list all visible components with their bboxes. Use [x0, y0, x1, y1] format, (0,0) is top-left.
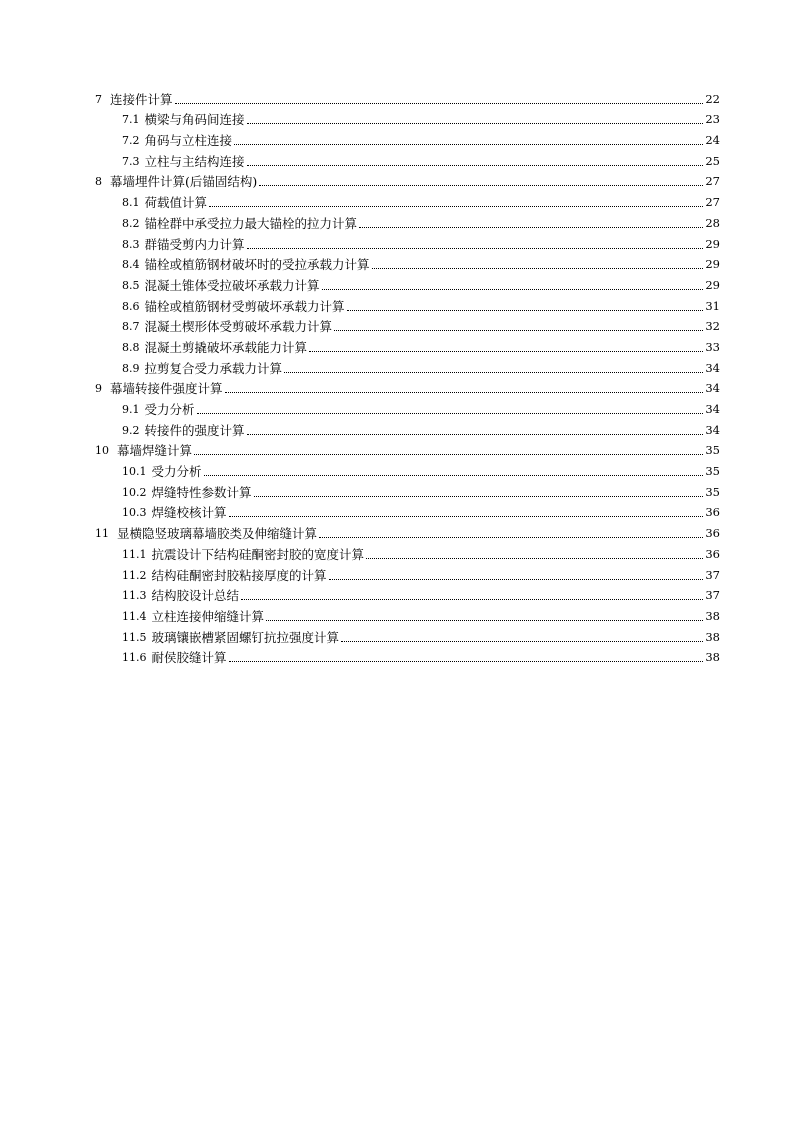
toc-entry-number: 10.1	[122, 465, 147, 479]
toc-entry-number: 8.4	[122, 258, 140, 272]
toc-entry-title: 混凝土锥体受拉破坏承载力计算	[144, 277, 320, 293]
toc-entry[interactable]	[95, 231, 720, 252]
toc-entry-title: 结构胶设计总结	[151, 588, 240, 604]
dot-leader	[197, 412, 704, 414]
toc-entry-title: 混凝土楔形体受剪破坏承载力计算	[144, 319, 333, 335]
toc-entry[interactable]	[95, 148, 720, 169]
toc-entry-page: 33	[705, 339, 720, 354]
dot-leader	[284, 371, 703, 373]
toc-entry-number: 10.2	[122, 485, 147, 499]
toc-entry-number: 8.7	[122, 320, 140, 334]
toc-entry[interactable]	[95, 479, 720, 500]
toc-entry[interactable]	[95, 107, 720, 128]
toc-entry[interactable]	[95, 127, 720, 148]
toc-entry-page: 23	[705, 112, 720, 127]
toc-entry[interactable]	[95, 562, 720, 583]
dot-leader	[241, 598, 703, 600]
dot-leader	[347, 309, 704, 311]
toc-entry-title: 拉剪复合受力承载力计算	[144, 360, 283, 376]
toc-entry[interactable]	[95, 520, 720, 541]
dot-leader	[229, 660, 704, 662]
toc-entry-title: 横梁与角码间连接	[144, 112, 245, 128]
toc-entry-page: 38	[705, 629, 720, 644]
toc-entry-number: 7.3	[122, 154, 140, 168]
toc-entry-number: 8.9	[122, 361, 140, 375]
toc-entry-number: 8.6	[122, 299, 140, 313]
toc-entry[interactable]	[95, 541, 720, 562]
toc-entry-title: 转接件的强度计算	[144, 422, 245, 438]
toc-entry[interactable]	[95, 624, 720, 645]
toc-entry-number: 7.2	[122, 134, 140, 148]
toc-entry-number: 9.1	[122, 403, 140, 416]
toc-entry-page: 38	[705, 608, 720, 623]
toc-entry-page: 36	[705, 505, 720, 520]
toc-entry-number: 11	[95, 527, 109, 541]
toc-entry[interactable]	[95, 438, 720, 459]
toc-entry[interactable]	[95, 458, 720, 479]
dot-leader	[359, 226, 703, 228]
toc-entry-page: 22	[705, 91, 720, 106]
toc-entry-page: 34	[705, 402, 720, 416]
toc-entry[interactable]	[95, 355, 720, 376]
toc-entry-title: 幕墙转接件强度计算	[110, 381, 223, 397]
toc-entry-title: 荷载值计算	[144, 195, 208, 211]
toc-entry-page: 34	[705, 381, 720, 396]
toc-entry[interactable]	[95, 252, 720, 273]
toc-entry[interactable]	[95, 314, 720, 335]
dot-leader	[247, 122, 704, 124]
toc-entry-title: 锚栓群中承受拉力最大锚栓的拉力计算	[144, 215, 358, 231]
dot-leader	[194, 453, 703, 455]
dot-leader	[234, 143, 703, 145]
toc-entry-number: 7	[95, 92, 102, 106]
dot-leader	[341, 640, 703, 642]
dot-leader	[309, 350, 703, 352]
toc-entry-number: 10.3	[122, 506, 147, 520]
toc-entry-page: 25	[705, 153, 720, 168]
toc-entry-page: 28	[705, 215, 720, 230]
dot-leader	[254, 495, 704, 497]
toc-entry-title: 显横隐竖玻璃幕墙胶类及伸缩缝计算	[117, 526, 318, 542]
toc-entry-page: 34	[705, 422, 720, 437]
dot-leader	[372, 267, 704, 269]
toc-entry[interactable]	[95, 334, 720, 355]
dot-leader	[259, 184, 703, 186]
toc-entry-title: 耐侯胶缝计算	[151, 650, 227, 666]
dot-leader	[329, 578, 704, 580]
toc-entry-page: 29	[705, 277, 720, 292]
toc-entry-title: 幕墙焊缝计算	[117, 443, 193, 459]
toc-entry-title: 玻璃镶嵌槽紧固螺钉抗拉强度计算	[151, 629, 340, 645]
toc-entry-title: 焊缝特性参数计算	[151, 484, 252, 500]
toc-entry-number: 9	[95, 382, 102, 396]
toc-entry-number: 11.6	[122, 651, 147, 665]
toc-entry-page: 38	[705, 650, 720, 665]
dot-leader	[225, 391, 704, 393]
toc-entry-page: 35	[705, 464, 720, 479]
toc-entry[interactable]	[95, 417, 720, 438]
toc-entry[interactable]	[95, 500, 720, 521]
toc-entry-title: 混凝土剪撬破坏承载能力计算	[144, 339, 308, 355]
toc-entry-number: 8	[95, 175, 102, 189]
dot-leader	[266, 619, 703, 621]
toc-entry-title: 群锚受剪内力计算	[144, 236, 245, 252]
toc-entry-page: 27	[705, 195, 720, 210]
toc-entry-title: 连接件计算	[110, 91, 173, 107]
toc-entry-title: 抗震设计下结构硅酮密封胶的宽度计算	[151, 546, 365, 562]
toc-entry-page: 34	[705, 360, 720, 375]
toc-entry-title: 幕墙埋件计算(后锚固结构)	[110, 174, 258, 190]
toc-entry-number: 11.1	[122, 547, 147, 561]
dot-leader	[209, 205, 703, 207]
toc-entry[interactable]	[95, 169, 720, 190]
toc-entry-number: 8.1	[122, 196, 140, 210]
dot-leader	[319, 536, 703, 538]
toc-entry[interactable]	[95, 376, 720, 397]
dot-leader	[247, 433, 704, 435]
toc-entry-title: 受力分析	[151, 464, 202, 480]
toc-entry-title: 焊缝校核计算	[151, 505, 227, 521]
toc-entry-number: 10	[95, 444, 109, 458]
toc-entry[interactable]	[95, 293, 720, 314]
toc-entry-title: 立柱与主结构连接	[144, 153, 245, 169]
table-of-contents	[95, 86, 720, 665]
toc-entry[interactable]	[95, 396, 720, 417]
toc-entry[interactable]	[95, 86, 720, 107]
toc-entry-number: 8.2	[122, 216, 140, 230]
toc-entry-page: 27	[705, 174, 720, 189]
toc-entry-page: 36	[705, 546, 720, 561]
toc-entry[interactable]	[95, 583, 720, 604]
toc-entry-page: 35	[705, 443, 720, 458]
toc-entry-page: 24	[705, 133, 720, 148]
toc-entry-page: 37	[705, 588, 720, 603]
toc-entry-number: 8.3	[122, 237, 140, 251]
toc-entry-number: 9.2	[122, 423, 140, 437]
toc-entry-page: 35	[705, 484, 720, 499]
toc-entry[interactable]	[95, 645, 720, 666]
toc-entry-number: 11.3	[122, 589, 147, 603]
toc-entry-page: 32	[705, 319, 720, 334]
toc-entry[interactable]	[95, 272, 720, 293]
toc-entry-page: 31	[705, 298, 720, 313]
toc-entry-number: 7.1	[122, 113, 140, 127]
toc-entry-number: 8.8	[122, 340, 140, 354]
toc-entry-page: 29	[705, 236, 720, 251]
toc-entry-page: 37	[705, 567, 720, 582]
toc-entry-page: 29	[705, 257, 720, 272]
dot-leader	[247, 247, 704, 249]
toc-entry-title: 角码与立柱连接	[144, 133, 233, 149]
dot-leader	[204, 474, 704, 476]
toc-entry[interactable]	[95, 189, 720, 210]
toc-entry-number: 11.5	[122, 630, 147, 644]
dot-leader	[229, 515, 704, 517]
toc-entry-title: 受力分析	[144, 402, 195, 417]
toc-entry[interactable]	[95, 603, 720, 624]
dot-leader	[322, 288, 704, 290]
toc-entry-title: 结构硅酮密封胶粘接厚度的计算	[151, 567, 327, 583]
dot-leader	[334, 329, 703, 331]
toc-entry-number: 11.2	[122, 568, 147, 582]
dot-leader	[366, 557, 703, 559]
toc-entry-number: 11.4	[122, 609, 147, 623]
dot-leader	[247, 164, 704, 166]
toc-entry-title: 锚栓或植筋钢材破坏时的受拉承载力计算	[144, 257, 370, 273]
dot-leader	[175, 102, 704, 104]
toc-entry-title: 锚栓或植筋钢材受剪破坏承载力计算	[144, 298, 345, 314]
toc-entry-page: 36	[705, 526, 720, 541]
toc-entry[interactable]	[95, 210, 720, 231]
toc-entry-number: 8.5	[122, 278, 140, 292]
toc-entry-title: 立柱连接伸缩缝计算	[151, 608, 265, 624]
